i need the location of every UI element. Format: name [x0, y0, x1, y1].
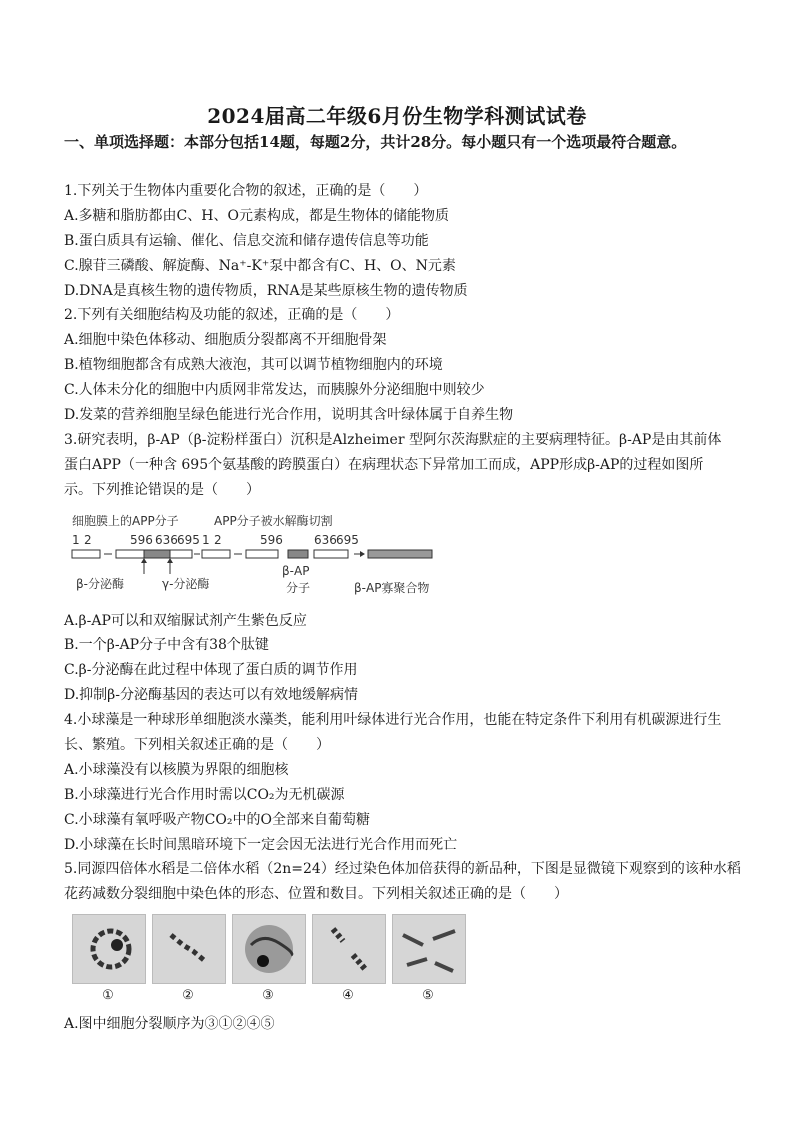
q4-stem-line2: 长、繁殖。下列相关叙述正确的是（ ） [64, 737, 330, 753]
q3-stem-line3: 示。下列推论错误的是（ ） [64, 482, 260, 498]
figure-label-app-membrane: 细胞膜上的APP分子 [72, 514, 179, 528]
fragment-segment-2 [246, 550, 278, 558]
micrograph-3-label: ③ [262, 988, 274, 1003]
figure-num-2b: 2 [214, 533, 222, 547]
q4-option-a: A.小球藻没有以核膜为界限的细胞核 [64, 762, 289, 778]
q1-option-d: D.DNA是真核生物的遗传物质，RNA是某些原核生物的遗传物质 [64, 283, 468, 299]
molecule-label: 分子 [286, 581, 311, 595]
q2-option-d: D.发菜的营养细胞呈绿色能进行光合作用，说明其含叶绿体属于自养生物 [64, 407, 514, 423]
q5-stem-line1: 5.同源四倍体水稻是二倍体水稻（2n=24）经过染色体加倍获得的新品种，下图是显微镜下观察到的该种水稻 [64, 861, 741, 877]
aggregate-arrow-head [360, 551, 365, 557]
q4-option-b: B.小球藻进行光合作用时需以CO₂为无机碳源 [64, 787, 345, 803]
figure-num-636b: 636 [314, 533, 337, 547]
beta-ap-aggregate [368, 550, 432, 558]
figure-num-596b: 596 [260, 533, 283, 547]
q3-option-c: C.β-分泌酶在此过程中体现了蛋白质的调节作用 [64, 662, 358, 678]
figure-num-1: 1 [72, 533, 80, 547]
beta-ap-label: β-AP [282, 564, 310, 578]
q2-option-a: A.细胞中染色体移动、细胞质分裂都离不开细胞骨架 [64, 332, 387, 348]
section-heading: 一、单项选择题：本部分包括14题，每题2分，共计28分。每小题只有一个选项最符合题意。 [64, 133, 687, 151]
figure-num-695: 695 [177, 533, 200, 547]
micrograph-1 [72, 914, 146, 984]
app-beta-ap-region [144, 550, 170, 558]
q1-option-b: B.蛋白质具有运输、催化、信息交流和储存遗传信息等功能 [64, 233, 429, 249]
q5-option-a: A.图中细胞分裂顺序为③①②④⑤ [64, 1016, 275, 1032]
app-segment-1 [72, 550, 100, 558]
q1-option-c: C.腺苷三磷酸、解旋酶、Na⁺-K⁺泵中都含有C、H、O、N元素 [64, 258, 456, 274]
figure-num-2: 2 [84, 533, 92, 547]
gamma-enzyme-label: γ-分泌酶 [162, 577, 210, 591]
q2-stem: 2.下列有关细胞结构及功能的叙述，正确的是（ ） [64, 307, 400, 323]
q4-option-c: C.小球藻有氧呼吸产物CO₂中的O全部来自葡萄糖 [64, 812, 370, 828]
figure-num-636: 636 [155, 533, 178, 547]
micrograph-strip [72, 914, 472, 1006]
beta-ap-fragment [288, 550, 308, 558]
q1-stem: 1.下列关于生物体内重要化合物的叙述，正确的是（ ） [64, 183, 428, 199]
beta-arrow-head [141, 558, 147, 563]
micrograph-4 [312, 914, 386, 984]
micrograph-5 [392, 914, 466, 984]
gamma-arrow-head [167, 558, 173, 563]
app-segment-3 [170, 550, 192, 558]
q4-option-d: D.小球藻在长时间黑暗环境下一定会因无法进行光合作用而死亡 [64, 837, 458, 853]
q3-option-d: D.抑制β-分泌酶基因的表达可以有效地缓解病情 [64, 687, 358, 703]
micrograph-4-label: ④ [342, 988, 354, 1003]
q3-option-b: B.一个β-AP分子中含有38个肽键 [64, 637, 269, 653]
figure-num-1b: 1 [202, 533, 210, 547]
c-terminal-fragment [314, 550, 348, 558]
aggregate-label: β-AP寡聚合物 [354, 581, 430, 595]
q3-stem-line1: 3.研究表明，β-AP（β-淀粉样蛋白）沉积是Alzheimer 型阿尔茨海默症的主要病理特征。β-AP是由其前体 [64, 432, 722, 448]
q2-option-b: B.植物细胞都含有成熟大液泡，其可以调节植物细胞内的环境 [64, 357, 443, 373]
figure-num-695b: 695 [336, 533, 359, 547]
app-cleavage-figure [64, 512, 444, 597]
q3-option-a: A.β-AP可以和双缩脲试剂产生紫色反应 [64, 613, 307, 629]
micrograph-5-label: ⑤ [422, 988, 434, 1003]
micrograph-2-label: ② [182, 988, 194, 1003]
q3-stem-line2: 蛋白APP（一种含 695个氨基酸的跨膜蛋白）在病理状态下异常加工而成，APP形成β-AP的过程如图所 [64, 457, 704, 473]
micrograph-3 [232, 914, 306, 984]
micrograph-2 [152, 914, 226, 984]
micrograph-1-label: ① [102, 988, 114, 1003]
fragment-segment-1 [202, 550, 230, 558]
figure-label-hydrolysis: APP分子被水解酶切割 [214, 514, 333, 528]
q5-stem-line2: 花药减数分裂细胞中染色体的形态、位置和数目。下列相关叙述正确的是（ ） [64, 886, 568, 902]
q4-stem-line1: 4.小球藻是一种球形单细胞淡水藻类，能利用叶绿体进行光合作用，也能在特定条件下利用有机碳源进行生 [64, 712, 722, 728]
figure-num-596: 596 [130, 533, 153, 547]
beta-enzyme-label: β-分泌酶 [76, 577, 124, 591]
app-segment-2 [116, 550, 144, 558]
exam-title: 2024届高二年级6月份生物学科测试试卷 [207, 104, 587, 128]
q2-option-c: C.人体未分化的细胞中内质网非常发达，而胰腺外分泌细胞中则较少 [64, 382, 485, 398]
q1-option-a: A.多糖和脂肪都由C、H、O元素构成，都是生物体的储能物质 [64, 208, 449, 224]
